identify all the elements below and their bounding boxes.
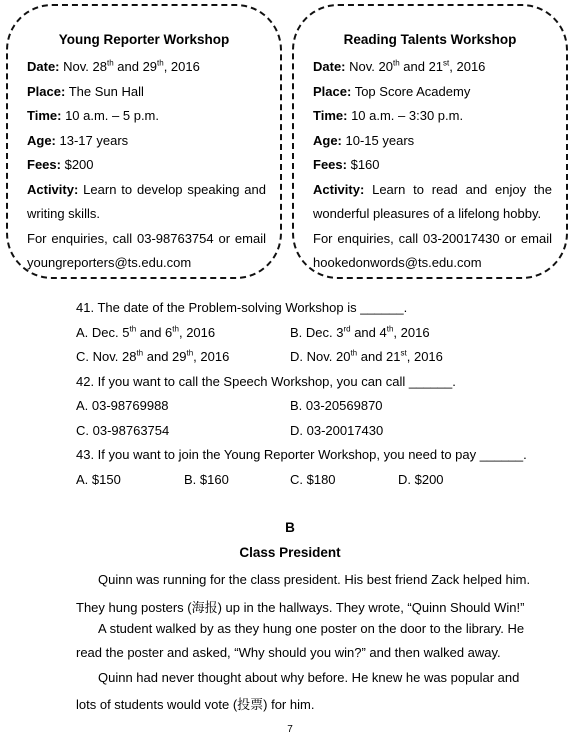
paragraph-3-line-2: lots of students would vote (投票) for him. (76, 697, 315, 712)
question-41-option-b[interactable]: B. Dec. 3rd and 4th, 2016 (290, 324, 430, 340)
workshop-place: Place: Top Score Academy (313, 84, 471, 99)
question-41-option-a[interactable]: A. Dec. 5th and 6th, 2016 (76, 324, 216, 340)
question-41-option-d[interactable]: D. Nov. 20th and 21st, 2016 (290, 348, 443, 364)
page-number: 7 (287, 724, 293, 735)
workshop-place: Place: The Sun Hall (27, 84, 144, 99)
workshop-title: Reading Talents Workshop (343, 32, 517, 47)
question-43-stem: 43. If you want to join the Young Reporter Workshop, you need to pay ______. (76, 447, 527, 462)
paragraph-3-line-1: Quinn had never thought about why before. He knew he was popular and (98, 670, 520, 685)
paragraph-2-line-2: read the poster and asked, “Why should you win?” and then walked away. (76, 645, 501, 660)
workshop-age: Age: 10-15 years (313, 133, 415, 148)
workshop-age: Age: 13-17 years (27, 133, 129, 148)
workshop-activity-cont: writing skills. (27, 206, 100, 221)
workshop-fees: Fees: $200 (27, 157, 94, 172)
workshop-card-young-reporter (6, 4, 282, 279)
question-41-stem: 41. The date of the Problem-solving Workshop is ______. (76, 300, 408, 315)
section-title: Class President (239, 545, 341, 560)
workshop-date: Date: Nov. 28th and 29th, 2016 (27, 58, 200, 74)
question-42-stem: 42. If you want to call the Speech Workshop, you can call ______. (76, 374, 456, 389)
question-42-option-b[interactable]: B. 03-20569870 (290, 398, 383, 413)
paragraph-2-line-1: A student walked by as they hung one poster on the door to the library. He (98, 621, 525, 636)
question-43-option-c[interactable]: C. $180 (290, 472, 336, 487)
workshop-title: Young Reporter Workshop (58, 32, 230, 47)
question-43-option-a[interactable]: A. $150 (76, 472, 121, 487)
workshop-time: Time: 10 a.m. – 5 p.m. (27, 108, 159, 123)
workshop-enquiry: For enquiries, call 03-20017430 or email (313, 231, 552, 246)
workshop-card-reading-talents (292, 4, 568, 279)
question-41-option-c[interactable]: C. Nov. 28th and 29th, 2016 (76, 348, 230, 364)
workshop-fees: Fees: $160 (313, 157, 380, 172)
paragraph-1-line-1: Quinn was running for the class president. His best friend Zack helped him. (98, 572, 531, 587)
question-43-option-b[interactable]: B. $160 (184, 472, 229, 487)
workshop-enquiry: For enquiries, call 03-98763754 or email (27, 231, 266, 246)
question-42-option-c[interactable]: C. 03-98763754 (76, 423, 170, 438)
paragraph-1-line-2: They hung posters (海报) up in the hallways. They wrote, “Quinn Should Win!” (76, 600, 525, 615)
workshop-email: hookedonwords@ts.edu.com (313, 255, 482, 270)
workshop-activity: Activity: Learn to develop speaking and (27, 182, 266, 197)
question-42-option-d[interactable]: D. 03-20017430 (290, 423, 384, 438)
workshop-activity-cont: wonderful pleasures of a lifelong hobby. (313, 206, 542, 221)
question-43-option-d[interactable]: D. $200 (398, 472, 444, 487)
question-42-option-a[interactable]: A. 03-98769988 (76, 398, 169, 413)
workshop-email: youngreporters@ts.edu.com (27, 255, 192, 270)
workshop-date: Date: Nov. 20th and 21st, 2016 (313, 58, 486, 74)
workshop-activity: Activity: Learn to read and enjoy the (313, 182, 552, 197)
workshop-time: Time: 10 a.m. – 3:30 p.m. (313, 108, 464, 123)
section-letter: B (285, 520, 295, 535)
